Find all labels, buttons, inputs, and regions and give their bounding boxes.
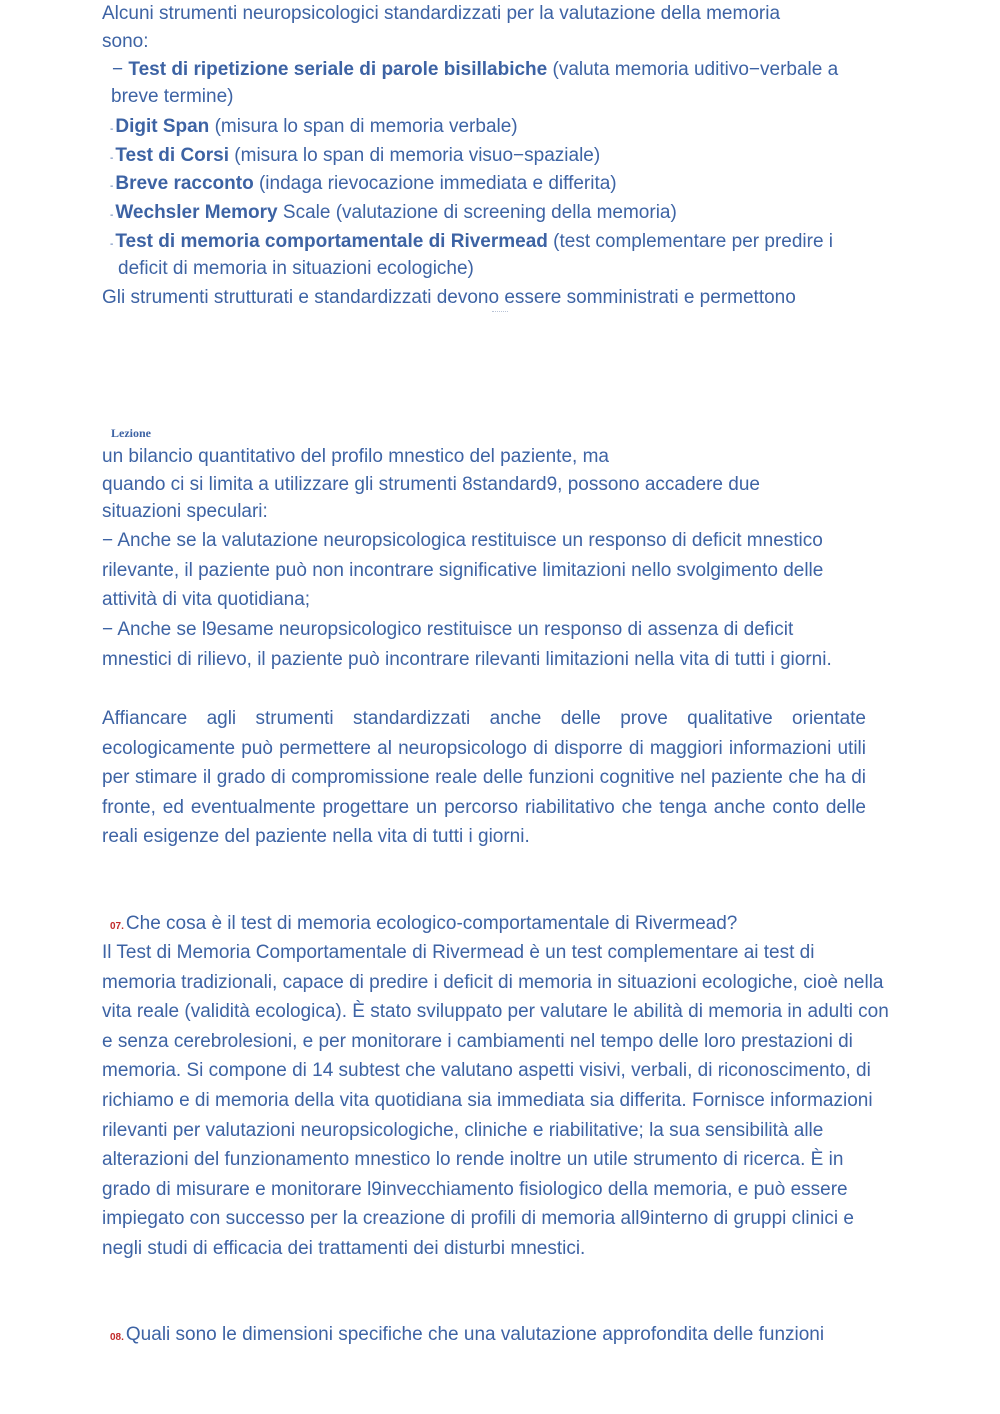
intro-line-1: Alcuni strumenti neuropsicologici standardizzati per la valutazione della memoria xyxy=(102,3,781,24)
question-text: Che cosa è il test di memoria ecologico-comportamentale di Rivermead? xyxy=(125,913,738,934)
paragraph-line: Gli strumenti strutturati e standardizzati devono essere somministrati e permettono xyxy=(102,287,796,308)
lesson-header: Lezione xyxy=(111,426,151,440)
test-name: Test di memoria comportamentale di Rivermead xyxy=(115,231,548,252)
test-name: Test di ripetizione seriale di parole bisillabiche xyxy=(128,59,548,80)
list-item xyxy=(110,199,677,230)
list-dash: - xyxy=(110,239,114,250)
test-name: Wechsler Memory xyxy=(115,202,278,223)
test-description: Scale (valutazione di screening della memoria) xyxy=(277,202,677,223)
question-text: Quali sono le dimensioni specifiche che una valutazione approfondita delle funzioni xyxy=(125,1324,825,1345)
paragraph-line: quando ci si limita a utilizzare gli strumenti 8standard9, possono accadere due xyxy=(102,474,760,495)
list-item xyxy=(110,113,518,144)
test-name: Digit Span xyxy=(115,116,210,137)
paragraph: Affiancare agli strumenti standardizzati anche delle prove qualitative orientate ecologicamente può permettere al neuropsicologo di disporre di maggiori informazioni utili per stimare il grado di compromissione reale delle funzioni cognitive nel paziente che ha di fronte, ed eventualmente progettare un percorso riabilitativo che tenga anche conto delle reali esigenze del paziente nella vita di tutti i giorni. xyxy=(102,708,866,848)
intro-line-2: sono: xyxy=(102,31,149,52)
paragraph-line: situazioni speculari: xyxy=(102,501,268,522)
test-description: (misura lo span di memoria verbale) xyxy=(209,116,518,137)
list-item xyxy=(110,142,600,173)
test-description-continued: breve termine) xyxy=(111,86,234,107)
question-number: 08. xyxy=(110,1332,124,1343)
question-heading xyxy=(110,910,737,941)
answer-paragraph: Il Test di Memoria Comportamentale di Rivermead è un test complementare ai test di memoria tradizionali, capace di predire i deficit di memoria in situazioni ecologiche, cioè nella vita reale (validità ecologica). È stato sviluppato per valutare le abilità di memoria in adulti con e senza cerebrolesioni, e per monitorare i cambiamenti nel tempo delle loro prestazioni di memoria. Si compone di 14 subtest che valutano aspetti visivi, verbali, di riconoscimento, di richiamo e di memoria della vita quotidiana sia immediata sia differita. Fornisce informazioni rilevanti per valutazioni neuropsicologiche, cliniche e riabilitative; la sua sensibilità alle alterazioni del funzionamento mnestico lo rende inoltre un utile strumento di ricerca. È in grado di misurare e monitorare l9invecchiamento fisiologico della memoria, e può essere impiegato con successo per la creazione di profili di memoria all9interno di gruppi clinici e negli studi di efficacia dei trattamenti dei disturbi mnestici. xyxy=(102,942,889,1259)
test-name: Breve racconto xyxy=(115,173,254,194)
list-item xyxy=(112,56,838,84)
test-description: (indaga rievocazione immediata e differita) xyxy=(253,173,617,194)
list-dash: - xyxy=(110,124,114,135)
test-description: (valuta memoria uditivo−verbale a xyxy=(547,59,839,80)
list-dash: - xyxy=(110,210,114,221)
question-heading xyxy=(110,1321,824,1352)
question-number: 07. xyxy=(110,921,124,932)
page-break-mark xyxy=(492,311,508,314)
paragraph-line: un bilancio quantitativo del profilo mnestico del paziente, ma xyxy=(102,446,609,467)
list-item xyxy=(110,170,617,201)
paragraph: − Anche se la valutazione neuropsicologica restituisce un responso di deficit mnestico rilevante, il paziente può non incontrare significative limitazioni nello svolgimento delle attività di vita quotidiana; xyxy=(102,530,824,611)
list-dash: − xyxy=(112,59,124,80)
paragraph: − Anche se l9esame neuropsicologico restituisce un responso di assenza di deficit mnestici di rilievo, il paziente può incontrare rilevanti limitazioni nella vita di tutti i giorni. xyxy=(102,619,832,670)
test-description: (test complementare per predire i xyxy=(547,231,834,252)
list-dash: - xyxy=(110,153,114,164)
test-description-continued: deficit di memoria in situazioni ecologiche) xyxy=(118,258,474,279)
test-name: Test di Corsi xyxy=(115,145,230,166)
list-dash: - xyxy=(110,181,114,192)
test-description: (misura lo span di memoria visuo−spaziale) xyxy=(229,145,601,166)
